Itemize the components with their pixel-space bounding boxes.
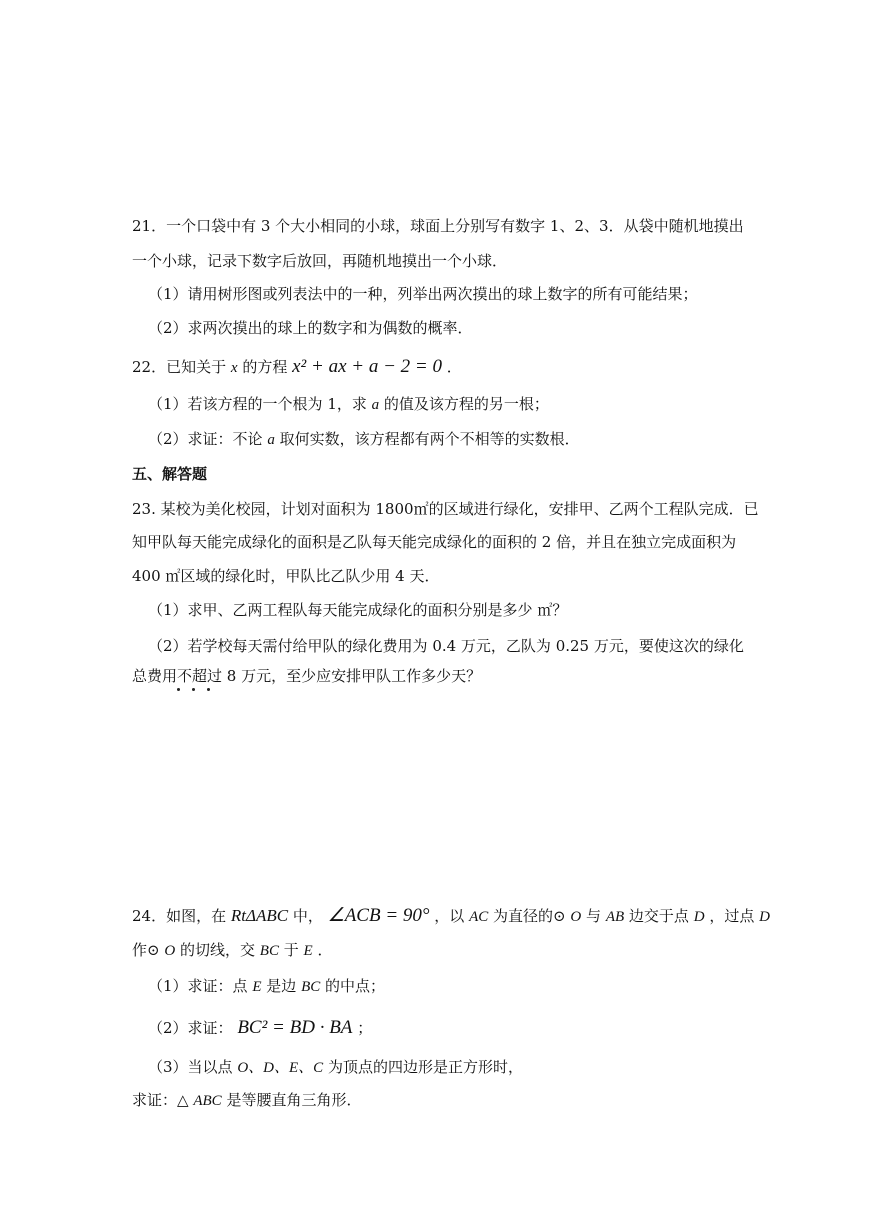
q22-sub1	[148, 394, 549, 415]
q24-text: ，以	[434, 907, 465, 925]
q22-equation: x² + ax + a − 2 = 0	[292, 356, 442, 377]
q21-line2: 一个小球，记录下数字后放回，再随机地摸出一个小球．	[132, 252, 508, 270]
q24-sub3	[148, 1057, 523, 1078]
q22-sub1-b: 的值及该方程的另一根；	[383, 395, 549, 413]
q22-sub2-var: a	[267, 432, 275, 448]
q24-var: AB	[605, 909, 625, 925]
emphasis-dot	[207, 688, 210, 691]
q22-sub2-b: 取何实数，该方程都有两个不相等的实数根．	[279, 430, 580, 448]
section-title: 五、解答题	[132, 465, 208, 483]
q24-var: BC	[259, 943, 279, 959]
q24-sub1	[148, 976, 385, 997]
q23-line3: 400 ㎡区域的绿化时，甲队比乙队少用 4 天．	[132, 567, 440, 585]
q22-end: ．	[446, 358, 462, 376]
emphasis-text: 不超过	[177, 667, 223, 685]
q21-line1: 21．一个口袋中有 3 个大小相同的小球，球面上分别写有数字 1、2、3．从袋中随机地摸出	[132, 217, 744, 235]
q24-text: 求证：△	[132, 1091, 189, 1109]
q22-line1	[132, 357, 462, 378]
q24-text: （2）求证：	[148, 1019, 233, 1037]
q24-text: 是等腰直角三角形．	[226, 1091, 362, 1109]
q24-text: 边交于点	[628, 907, 689, 925]
q24-var: D	[693, 909, 705, 925]
q24-line2	[132, 940, 333, 961]
q24-var: O	[570, 909, 582, 925]
q24-text: 的切线，交	[179, 941, 255, 959]
q24-sub2	[148, 1018, 372, 1038]
q22-sub1-a: （1）若该方程的一个根为 1，求	[148, 395, 367, 413]
q24-var: O	[164, 943, 176, 959]
q24-text: ．	[317, 941, 333, 959]
q22-mid: 的方程	[242, 358, 288, 376]
q24-points: O、D、E、C	[237, 1060, 324, 1076]
q24-text: ；	[357, 1019, 373, 1037]
q24-text: ，过点	[709, 907, 755, 925]
q24-text: 作⊙	[132, 941, 160, 959]
emphasis-dot	[177, 688, 180, 691]
q24-var: E	[303, 943, 313, 959]
q22-sub1-var: a	[371, 397, 380, 413]
q24-equation: BC² = BD · BA	[237, 1017, 353, 1038]
q24-text: 的中点；	[325, 977, 386, 995]
q24-text: （1）求证：点	[148, 977, 248, 995]
q22-sub2-a: （2）求证：不论	[148, 430, 263, 448]
emphasis-dot	[192, 688, 195, 691]
q24-text: 是边	[266, 977, 297, 995]
q23-line1: 23. 某校为美化校园，计划对面积为 1800㎡的区域进行绿化，安排甲、乙两个工程队完成．已	[132, 500, 759, 518]
q24-line1	[132, 906, 770, 927]
q24-var: AC	[469, 909, 489, 925]
q23-sub2-b: 8 万元，至少应安排甲队工作多少天？	[222, 667, 482, 685]
q22-prefix: 22．已知关于	[132, 358, 227, 376]
q24-text: 中，	[292, 907, 323, 925]
q24-var: D	[759, 909, 770, 925]
q23-line2: 知甲队每天能完成绿化的面积是乙队每天能完成绿化的面积的 2 倍，并且在独立完成面积为	[132, 533, 737, 551]
q24-var: BC	[301, 979, 321, 995]
q21-sub2: （2）求两次摸出的球上的数字和为偶数的概率．	[148, 319, 473, 337]
q23-sub2-line2	[132, 666, 481, 686]
q24-angle: ∠ACB = 90°	[327, 905, 430, 926]
q21-sub1: （1）请用树形图或列表法中的一种，列举出两次摸出的球上数字的所有可能结果；	[148, 285, 698, 303]
q23-sub2-line1: （2）若学校每天需付给甲队的绿化费用为 0.4 万元，乙队为 0.25 万元，要使这次的绿化	[148, 637, 744, 655]
q24-text: 于	[283, 941, 299, 959]
q24-text: 为直径的⊙	[493, 907, 566, 925]
q24-var: E	[252, 979, 262, 995]
q24-text: 为顶点的四边形是正方形时，	[327, 1058, 523, 1076]
q24-triangle: RtΔABC	[230, 906, 289, 925]
q24-text: 24．如图，在	[132, 907, 227, 925]
q22-sub2	[148, 429, 580, 450]
q24-line-last	[132, 1090, 361, 1111]
q24-text: （3）当以点	[148, 1058, 233, 1076]
q24-var: ABC	[193, 1093, 222, 1109]
q23-sub2-a: 总费用	[132, 667, 178, 685]
q23-sub1: （1）求甲、乙两工程队每天能完成绿化的面积分别是多少 ㎡？	[148, 601, 568, 619]
q22-var: x	[230, 360, 238, 376]
q24-text: 与	[586, 907, 602, 925]
